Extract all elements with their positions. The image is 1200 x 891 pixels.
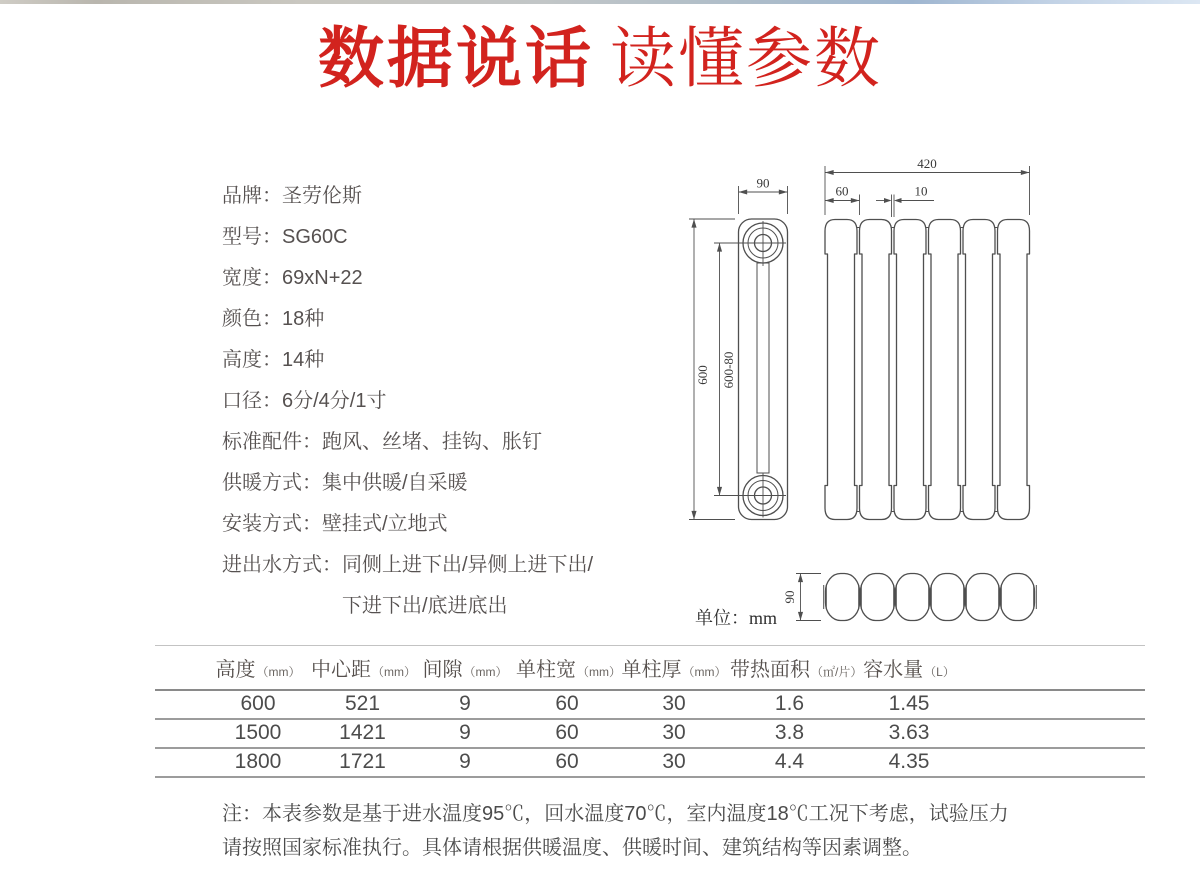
column-header xyxy=(311,646,414,690)
dim-label-front-total: 420 xyxy=(917,156,937,171)
spec-item xyxy=(222,299,594,340)
dim-center-distance xyxy=(720,243,737,496)
top-view-sections xyxy=(824,574,1037,621)
spec-item xyxy=(222,217,594,258)
spec-table-body xyxy=(155,690,1145,777)
spec-value: 跑风、丝堵、挂钩、胀钉 xyxy=(322,431,542,453)
spec-label: 宽度： xyxy=(222,267,282,289)
table-cell: 4.4 xyxy=(774,750,805,773)
radiator-column xyxy=(998,220,1030,520)
dim-side-width xyxy=(739,176,788,215)
column-filler xyxy=(969,646,1145,690)
column-unit: （mm） xyxy=(463,664,508,679)
column-header xyxy=(849,646,969,690)
spec-label: 颜色： xyxy=(222,308,282,330)
column-header xyxy=(414,646,516,690)
column-header xyxy=(618,646,730,690)
table-cell: 30 xyxy=(662,692,686,715)
side-column-slot xyxy=(757,263,769,473)
title-primary: 数据说话 xyxy=(318,21,594,95)
top-view xyxy=(695,574,1036,629)
spec-value: 18种 xyxy=(282,308,325,330)
spec-table-head xyxy=(155,646,1145,690)
spec-label: 品牌： xyxy=(222,185,282,207)
front-view-columns xyxy=(825,220,1030,520)
dim-top-depth xyxy=(782,574,821,621)
spec-value: 壁挂式/立地式 xyxy=(322,513,448,535)
table-row xyxy=(155,719,1145,748)
spec-value: 集中供暖/自采暖 xyxy=(322,472,468,494)
dim-label-column-width: 60 xyxy=(835,183,849,199)
spec-label: 供暖方式： xyxy=(222,472,322,494)
table-cell: 1421 xyxy=(339,721,386,744)
spec-item xyxy=(222,545,594,627)
note-line-2: 请按照国家标准执行。具体请根据供暖温度、供暖时间、建筑结构等因素调整。 xyxy=(222,837,922,859)
column-header xyxy=(730,646,863,690)
table-cell: 30 xyxy=(662,721,686,744)
column-label: 单柱厚 xyxy=(621,658,682,681)
table-row xyxy=(155,690,1145,719)
table-cell: 9 xyxy=(459,750,471,773)
spec-item xyxy=(222,463,594,504)
column-unit: （mm） xyxy=(256,664,301,679)
radiator-column xyxy=(963,220,995,520)
spec-label: 进出水方式： xyxy=(222,554,342,576)
column-unit: （㎡/片） xyxy=(811,664,863,679)
column-header xyxy=(155,646,311,690)
column-unit: （mm） xyxy=(682,664,727,679)
spec-value: 69xN+22 xyxy=(282,267,363,289)
radiator-column xyxy=(894,220,926,520)
spec-value: 6分/4分/1寸 xyxy=(282,390,387,412)
spec-table xyxy=(155,645,1145,778)
table-cell: 30 xyxy=(662,750,686,773)
column-label: 带热面积 xyxy=(730,658,810,681)
page-title xyxy=(0,22,1200,94)
note xyxy=(222,797,1012,865)
radiator-column xyxy=(825,220,857,520)
column-unit: （mm） xyxy=(372,664,416,679)
table-cell: 60 xyxy=(555,692,579,715)
spec-label: 口径： xyxy=(222,390,282,412)
side-top-fitting xyxy=(714,221,786,266)
table-cell: 9 xyxy=(459,721,471,744)
column-cross-section xyxy=(896,574,930,621)
spec-item xyxy=(222,176,594,217)
front-view xyxy=(825,156,1030,520)
title-secondary: 读懂参数 xyxy=(610,21,882,95)
column-header xyxy=(516,646,621,690)
table-cell: 60 xyxy=(555,750,579,773)
spec-item xyxy=(222,258,594,299)
table-cell: 9 xyxy=(459,692,471,715)
table-cell: 1721 xyxy=(339,750,386,773)
column-cross-section xyxy=(966,574,1000,621)
spec-label: 高度： xyxy=(222,349,282,371)
dim-label-column-gap: 10 xyxy=(914,183,928,199)
dim-label-side-height: 600 xyxy=(695,365,710,385)
radiator-column xyxy=(860,220,892,520)
column-cross-section xyxy=(861,574,895,621)
column-label: 高度 xyxy=(215,658,256,681)
spec-item xyxy=(222,381,594,422)
column-cross-section xyxy=(1001,574,1035,621)
table-header-row xyxy=(155,646,1145,690)
table-cell: 1.6 xyxy=(774,692,805,715)
table-cell: 600 xyxy=(240,692,276,715)
table-cell-filler xyxy=(969,748,1145,777)
spec-label: 型号： xyxy=(222,226,282,248)
table-cell: 1500 xyxy=(234,721,282,744)
spec-value: 14种 xyxy=(282,349,325,371)
dim-column-width xyxy=(825,184,860,216)
table-cell: 1.45 xyxy=(888,692,930,715)
side-bottom-fitting xyxy=(714,473,786,518)
spec-item xyxy=(222,422,594,463)
column-cross-section xyxy=(931,574,965,621)
table-cell: 3.8 xyxy=(774,721,805,744)
dim-label-top-depth: 90 xyxy=(782,590,797,604)
spec-value: 圣劳伦斯 xyxy=(282,185,362,207)
table-cell: 60 xyxy=(555,721,579,744)
note-line-1: 注：本表参数是基于进水温度95℃，回水温度70℃，室内温度18℃工况下考虑，试验压力 xyxy=(222,803,1009,825)
dim-label-center-distance: 600-80 xyxy=(721,351,736,389)
spec-value: 同侧上进下出/异侧上进下出/下进下出/底进底出 xyxy=(342,554,594,617)
column-label: 容水量 xyxy=(863,658,924,681)
column-label: 中心距 xyxy=(311,658,371,681)
unit-label: 单位：mm xyxy=(695,608,778,628)
column-unit: （L） xyxy=(924,664,955,679)
side-view xyxy=(689,176,788,520)
top-banner-edge xyxy=(0,0,1200,4)
table-cell: 4.35 xyxy=(888,750,930,773)
column-cross-section xyxy=(826,574,860,621)
table-cell: 3.63 xyxy=(888,721,930,744)
spec-label: 标准配件： xyxy=(222,431,322,453)
column-label: 间隙 xyxy=(422,658,463,681)
technical-drawing xyxy=(655,140,1160,645)
spec-label: 安装方式： xyxy=(222,513,322,535)
dim-label-side-width: 90 xyxy=(756,175,770,191)
table-cell: 521 xyxy=(344,692,381,715)
spec-value: SG60C xyxy=(282,226,348,248)
table-cell-filler xyxy=(969,690,1145,719)
table-cell-filler xyxy=(969,719,1145,748)
spec-list xyxy=(222,176,594,627)
column-unit: （mm） xyxy=(577,664,621,679)
column-label: 单柱宽 xyxy=(516,658,576,681)
radiator-column xyxy=(929,220,961,520)
table-row xyxy=(155,748,1145,777)
spec-item xyxy=(222,340,594,381)
table-cell: 1800 xyxy=(234,750,282,773)
dim-column-gap xyxy=(876,184,934,218)
spec-item xyxy=(222,504,594,545)
